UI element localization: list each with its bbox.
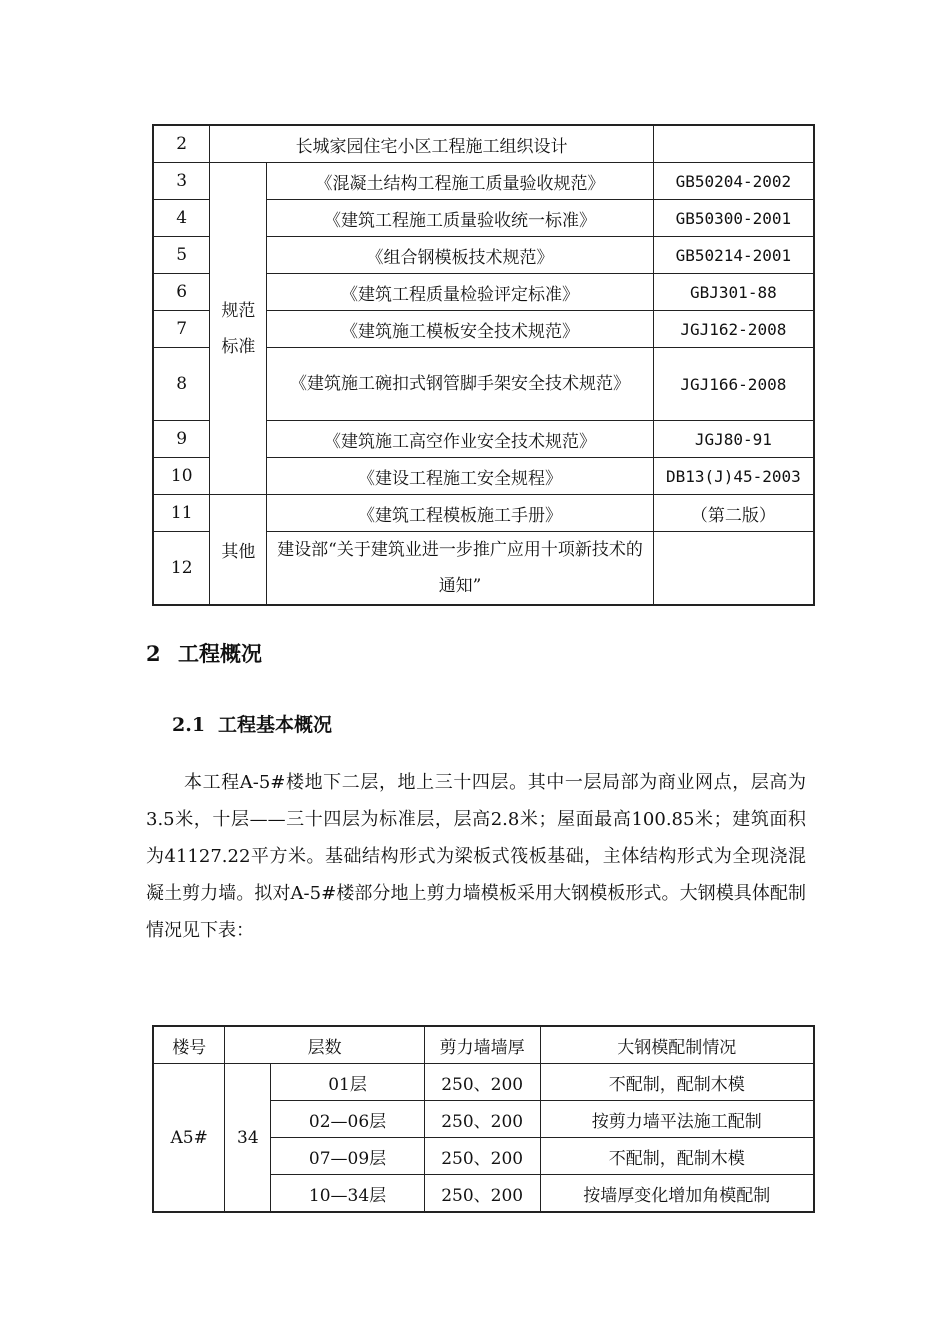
table-header-row: [153, 1026, 814, 1064]
header-building: 楼号: [153, 1026, 225, 1064]
header-wall-thickness: 剪力墙墙厚: [424, 1026, 540, 1064]
row-number: 5: [153, 237, 210, 274]
wall-thickness: 250、200: [424, 1175, 540, 1213]
building-number: A5#: [153, 1064, 225, 1213]
reference-standards-table: [152, 124, 815, 606]
floor-range: 07—09层: [271, 1138, 424, 1175]
row-number: 12: [153, 532, 210, 606]
standard-code: GB50214-2001: [653, 237, 814, 274]
row-number: 9: [153, 421, 210, 458]
standard-code: GB50300-2001: [653, 200, 814, 237]
document-name: 《建筑工程施工质量验收统一标准》: [267, 200, 653, 237]
section-heading: [146, 638, 262, 668]
document-name: 建设部“关于建筑业进一步推广应用十项新技术的通知”: [267, 532, 653, 606]
document-name: 《建筑施工模板安全技术规范》: [267, 311, 653, 348]
document-name: 《建筑工程模板施工手册》: [267, 495, 653, 532]
row-number: 2: [153, 125, 210, 163]
row-number: 11: [153, 495, 210, 532]
row-number: 4: [153, 200, 210, 237]
table-row: [153, 125, 814, 163]
group-label-standards: [210, 163, 267, 495]
document-name: 《建筑工程质量检验评定标准》: [267, 274, 653, 311]
table-row: [153, 495, 814, 532]
subsection-heading: [172, 710, 332, 737]
config: 按墙厚变化增加角模配制: [540, 1175, 814, 1213]
row-number: 3: [153, 163, 210, 200]
row-number: 10: [153, 458, 210, 495]
table-row: [153, 163, 814, 200]
header-config: 大钢模配制情况: [540, 1026, 814, 1064]
row-number: 8: [153, 348, 210, 421]
overview-paragraph: 本工程A-5#楼地下二层，地上三十四层。其中一层局部为商业网点，层高为3.5米，十层——三十四层为标准层，层高2.8米；屋面最高100.85米；建筑面积为41127.22平方米。基础结构形式为梁板式筏板基础，主体结构形式为全现浇混凝土剪力墙。拟对A-5#楼部分地上剪力墙模板采用大钢模板形式。大钢模具体配制情况见下表：: [146, 772, 806, 941]
document-name: 《建筑施工碗扣式钢管脚手架安全技术规范》: [267, 348, 653, 421]
floor-range: 10—34层: [271, 1175, 424, 1213]
config: 按剪力墙平法施工配制: [540, 1101, 814, 1138]
document-name: 长城家园住宅小区工程施工组织设计: [210, 125, 653, 163]
standard-code: GB50204-2002: [653, 163, 814, 200]
formwork-plan-table: [152, 1025, 815, 1213]
wall-thickness: 250、200: [424, 1101, 540, 1138]
document-name: 《混凝土结构工程施工质量验收规范》: [267, 163, 653, 200]
floor-range: 02—06层: [271, 1101, 424, 1138]
total-floors: 34: [225, 1064, 271, 1213]
standard-code: JGJ80-91: [653, 421, 814, 458]
config: 不配制，配制木模: [540, 1138, 814, 1175]
section-title: 工程概况: [178, 641, 262, 666]
group-label-other: 其他: [210, 495, 267, 606]
standard-code: （第二版）: [653, 495, 814, 532]
standard-code: DB13(J)45-2003: [653, 458, 814, 495]
standard-code: [653, 532, 814, 606]
row-number: 7: [153, 311, 210, 348]
config: 不配制，配制木模: [540, 1064, 814, 1101]
document-name: 《建设工程施工安全规程》: [267, 458, 653, 495]
group-label-text: 规范标准: [221, 300, 256, 357]
section-number: 2: [146, 641, 161, 666]
standard-code: JGJ166-2008: [653, 348, 814, 421]
subsection-number: 2.1: [172, 714, 206, 736]
subsection-title: 工程基本概况: [218, 714, 333, 736]
document-name: 《组合钢模板技术规范》: [267, 237, 653, 274]
header-floors: 层数: [225, 1026, 424, 1064]
wall-thickness: 250、200: [424, 1138, 540, 1175]
standard-code: JGJ162-2008: [653, 311, 814, 348]
standard-code: GBJ301-88: [653, 274, 814, 311]
standard-code: [653, 125, 814, 163]
table-row: [153, 1064, 814, 1101]
row-number: 6: [153, 274, 210, 311]
floor-range: 01层: [271, 1064, 424, 1101]
wall-thickness: 250、200: [424, 1064, 540, 1101]
document-name: 《建筑施工高空作业安全技术规范》: [267, 421, 653, 458]
